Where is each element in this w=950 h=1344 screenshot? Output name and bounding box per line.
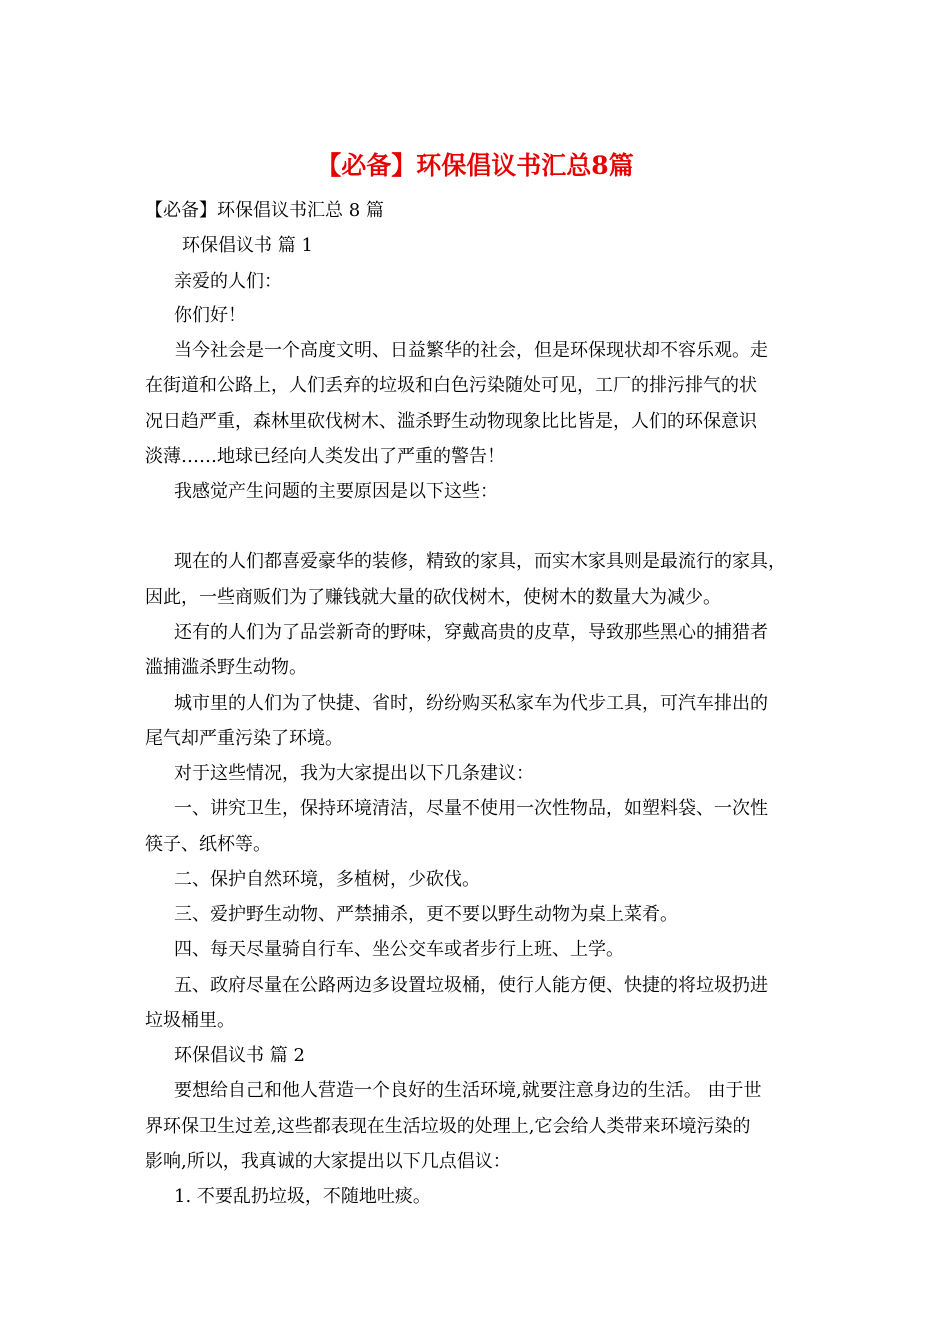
section-heading-2: 环保倡议书 篇 2 — [174, 1045, 305, 1066]
paragraph-line: 滥捕滥杀野生动物。 — [145, 657, 307, 678]
paragraph-line: 城市里的人们为了快捷、省时，纷纷购买私家车为代步工具，可汽车排出的 — [174, 693, 768, 714]
paragraph-line: 二、保护自然环境，多植树，少砍伐。 — [174, 869, 480, 890]
paragraph-line: 当今社会是一个高度文明、日益繁华的社会，但是环保现状却不容乐观。走 — [174, 340, 768, 361]
paragraph-line: 筷子、纸杯等。 — [145, 834, 271, 855]
paragraph-line: 垃圾桶里。 — [145, 1010, 235, 1031]
paragraph-line: 还有的人们为了品尝新奇的野味，穿戴高贵的皮草，导致那些黑心的捕猎者 — [174, 622, 768, 643]
paragraph-line: 尾气却严重污染了环境。 — [145, 728, 343, 749]
paragraph-line: 在街道和公路上，人们丢弃的垃圾和白色污染随处可见，工厂的排污排气的状 — [145, 375, 757, 396]
paragraph-line: 要想给自己和他人营造一个良好的生活环境,就要注意身边的生活。 由于世 — [174, 1080, 762, 1101]
document-title: 【必备】环保倡议书汇总8篇 — [316, 151, 634, 180]
paragraph-line: 四、每天尽量骑自行车、坐公交车或者步行上班、上学。 — [174, 939, 624, 960]
section-heading-1: 环保倡议书 篇 1 — [182, 235, 313, 256]
paragraph-line: 三、爱护野生动物、严禁捕杀，更不要以野生动物为桌上菜肴。 — [174, 904, 678, 925]
paragraph-line: 对于这些情况，我为大家提出以下几条建议： — [174, 763, 534, 784]
paragraph-line: 你们好！ — [174, 305, 246, 326]
paragraph-line: 况日趋严重，森林里砍伐树木、滥杀野生动物现象比比皆是，人们的环保意识 — [145, 411, 757, 432]
paragraph-line: 亲爱的人们： — [174, 271, 282, 292]
paragraph-line: 界环保卫生过差,这些都表现在生活垃圾的处理上,它会给人类带来环境污染的 — [145, 1116, 751, 1137]
paragraph-line: 影响,所以，我真诚的大家提出以下几点倡议： — [145, 1151, 511, 1172]
doc-subtitle: 【必备】环保倡议书汇总 8 篇 — [145, 200, 384, 221]
list-item: 1. 不要乱扔垃圾，不随地吐痰。 — [174, 1186, 431, 1207]
paragraph-line: 我感觉产生问题的主要原因是以下这些： — [174, 481, 498, 502]
paragraph-line: 淡薄……地球已经向人类发出了严重的警告！ — [145, 446, 505, 467]
paragraph-line: 一、讲究卫生，保持环境清洁，尽量不使用一次性物品，如塑料袋、一次性 — [174, 798, 768, 819]
paragraph-line: 现在的人们都喜爱豪华的装修，精致的家具，而实木家具则是最流行的家具， — [174, 551, 786, 572]
paragraph-line: 五、政府尽量在公路两边多设置垃圾桶，使行人能方便、快捷的将垃圾扔进 — [174, 975, 768, 996]
paragraph-line: 因此，一些商贩们为了赚钱就大量的砍伐树木，使树木的数量大为减少。 — [145, 587, 721, 608]
